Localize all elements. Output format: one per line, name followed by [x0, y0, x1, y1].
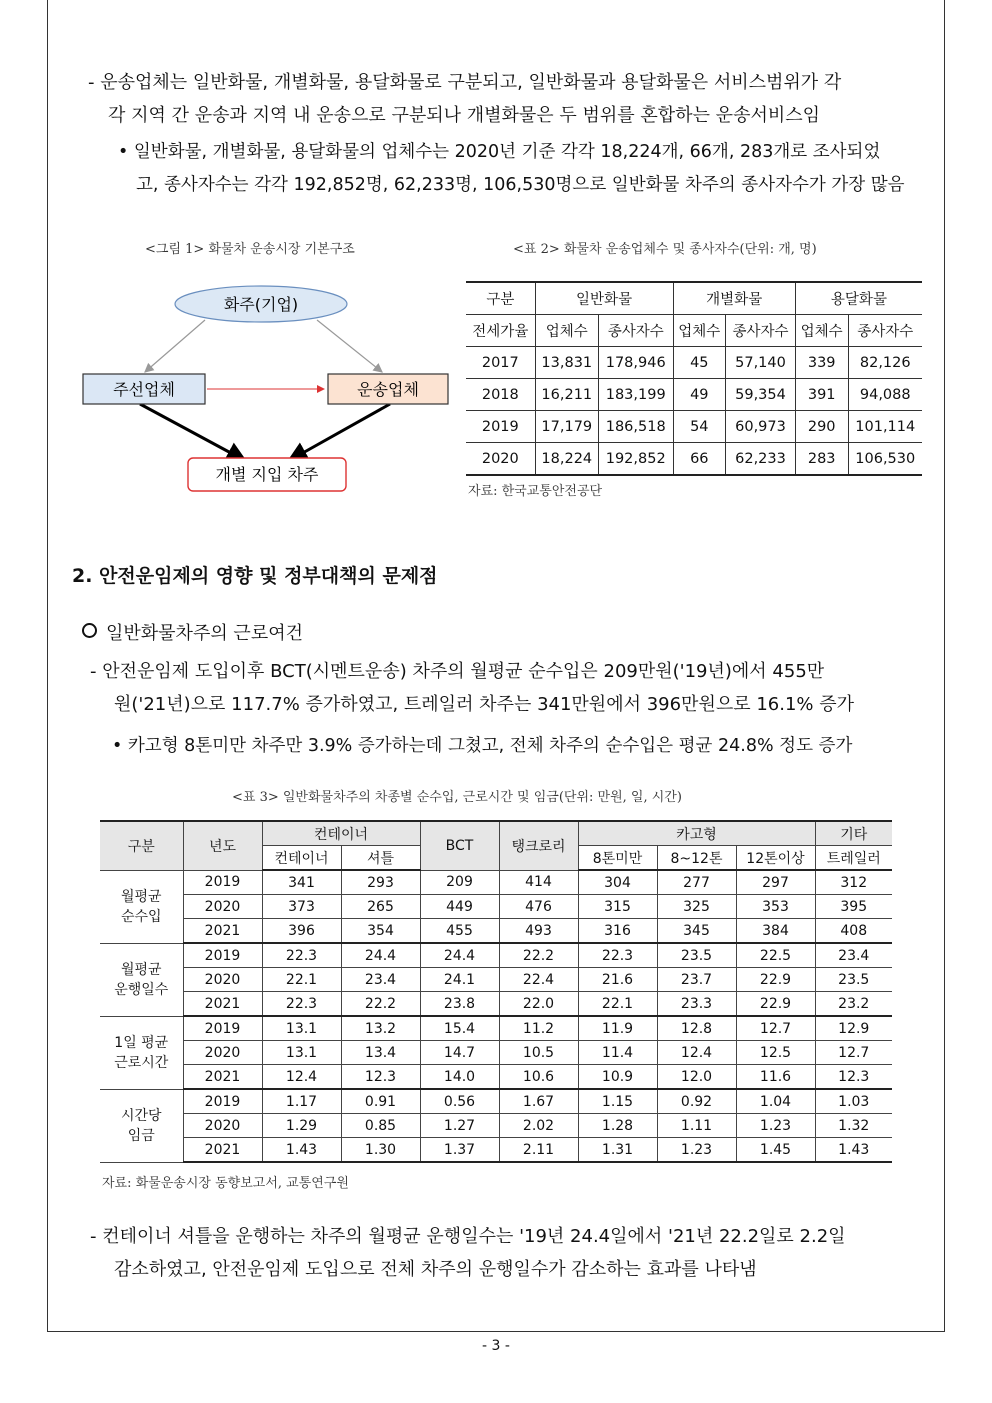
t3-cell: 12.0 — [657, 1065, 736, 1090]
t3-header-year: 년도 — [183, 821, 262, 870]
page-number: - 3 - — [482, 1338, 510, 1354]
t2-cell: 45 — [673, 347, 726, 379]
t3-header-gubun: 구분 — [100, 821, 183, 870]
intro-line-2: 각 지역 간 운송과 지역 내 운송으로 구분되나 개별화물은 두 범위를 혼합하는 운송서비스임 — [108, 105, 821, 126]
node-carrier-label: 운송업체 — [357, 380, 419, 399]
figure1-diagram — [80, 280, 460, 500]
table-row — [100, 1138, 892, 1163]
table3-source: 자료: 화물운송시장 동향보고서, 교통연구원 — [102, 1176, 349, 1191]
t3-cell: 12.4 — [657, 1041, 736, 1065]
t3-cell: 11.4 — [578, 1041, 657, 1065]
table-row — [100, 1114, 892, 1138]
subsection-heading — [82, 619, 303, 645]
t2-cell: 2018 — [466, 379, 535, 411]
node-owner-label: 개별 지입 차주 — [215, 465, 319, 484]
t2-cell: 283 — [795, 443, 848, 476]
t3-cell: 2021 — [183, 1138, 262, 1163]
table-row — [466, 443, 922, 476]
t2-subheader: 업체수 — [673, 315, 726, 347]
t2-header-group: 일반화물 — [535, 282, 673, 315]
t3-cell: 315 — [578, 895, 657, 919]
t2-header-group: 용달화물 — [795, 282, 922, 315]
t3-cell: 12.8 — [657, 1016, 736, 1041]
intro-bullet-line-2: 고, 종사자수는 각각 192,852명, 62,233명, 106,530명으로 일반화물 차주의 종사자수가 가장 많음 — [136, 175, 905, 195]
table-row — [100, 992, 892, 1017]
t3-cell: 2020 — [183, 968, 262, 992]
t3-cell: 21.6 — [578, 968, 657, 992]
t2-cell: 183,199 — [598, 379, 673, 411]
intro-line-1: - 운송업체는 일반화물, 개별화물, 용달화물로 구분되고, 일반화물과 용달화물은 서비스범위가 각 — [88, 72, 842, 93]
t3-cell: 1.43 — [262, 1138, 341, 1163]
t3-group-label — [100, 943, 183, 1016]
t3-cell: 11.9 — [578, 1016, 657, 1041]
t3-cell: 23.2 — [815, 992, 892, 1017]
t2-cell: 18,224 — [535, 443, 598, 476]
t3-cell: 316 — [578, 919, 657, 944]
t2-header-sub-label: 전세가율 — [466, 315, 535, 347]
t3-cell: 449 — [420, 895, 499, 919]
t3-group-label — [100, 1089, 183, 1162]
t3-cell: 1.17 — [262, 1089, 341, 1114]
t3-header-cargo: 카고형 — [578, 821, 815, 846]
hollow-circle-icon — [82, 623, 97, 638]
node-broker-label: 주선업체 — [113, 380, 175, 399]
t3-cell: 22.2 — [499, 943, 578, 968]
t2-cell: 54 — [673, 411, 726, 443]
table-row — [100, 895, 892, 919]
t2-cell: 16,211 — [535, 379, 598, 411]
t2-cell: 2019 — [466, 411, 535, 443]
t3-cell: 22.3 — [262, 943, 341, 968]
t2-cell: 62,233 — [726, 443, 796, 476]
t2-subheader: 업체수 — [795, 315, 848, 347]
table-row — [466, 411, 922, 443]
t3-cell: 325 — [657, 895, 736, 919]
t2-subheader: 종사자수 — [598, 315, 673, 347]
table-row — [100, 1065, 892, 1090]
t3-cell: 13.1 — [262, 1016, 341, 1041]
t3-cell: 12.4 — [262, 1065, 341, 1090]
t3-cell: 2019 — [183, 943, 262, 968]
t3-cell: 2020 — [183, 895, 262, 919]
arrow-shipper-broker — [145, 320, 205, 372]
t3-cell: 22.3 — [578, 943, 657, 968]
t3-subheader: 컨테이너 — [262, 846, 341, 871]
t3-cell: 1.27 — [420, 1114, 499, 1138]
t3-cell: 396 — [262, 919, 341, 944]
t3-cell: 312 — [815, 870, 892, 895]
t2-subheader: 종사자수 — [848, 315, 922, 347]
section2-paragraph — [90, 655, 925, 721]
t3-header-container: 컨테이너 — [262, 821, 420, 846]
t2-cell: 2017 — [466, 347, 535, 379]
table3-caption: <표 3> 일반화물차주의 차종별 순수입, 근로시간 및 임금(단위: 만원, 일, 시간) — [232, 790, 682, 805]
t3-cell: 341 — [262, 870, 341, 895]
intro-bullet — [118, 136, 928, 202]
t3-cell: 22.2 — [341, 992, 420, 1017]
table-row — [100, 919, 892, 944]
t3-cell: 23.7 — [657, 968, 736, 992]
t3-cell: 22.5 — [736, 943, 815, 968]
t3-cell: 1.11 — [657, 1114, 736, 1138]
t2-cell: 186,518 — [598, 411, 673, 443]
t3-cell: 395 — [815, 895, 892, 919]
table2-source: 자료: 한국교통안전공단 — [468, 484, 603, 499]
t2-cell: 82,126 — [848, 347, 922, 379]
t2-cell: 192,852 — [598, 443, 673, 476]
t3-cell: 23.4 — [341, 968, 420, 992]
t3-group-label-line: 1일 평균 — [114, 1034, 169, 1051]
t2-cell: 17,179 — [535, 411, 598, 443]
t3-header-bct: BCT — [420, 821, 499, 870]
t3-cell: 11.6 — [736, 1065, 815, 1090]
t3-cell: 2019 — [183, 870, 262, 895]
t3-cell: 493 — [499, 919, 578, 944]
t3-cell: 14.7 — [420, 1041, 499, 1065]
t3-cell: 22.9 — [736, 968, 815, 992]
arrow-shipper-carrier — [317, 320, 382, 372]
table-row — [100, 1016, 892, 1041]
t3-cell: 384 — [736, 919, 815, 944]
t3-cell: 13.1 — [262, 1041, 341, 1065]
t3-cell: 24.4 — [420, 943, 499, 968]
t3-subheader: 12톤이상 — [736, 846, 815, 871]
t3-group-label-line: 근로시간 — [114, 1054, 169, 1071]
closing-line-1: - 컨테이너 셔틀을 운행하는 차주의 월평균 운행일수는 '19년 24.4일에서 '21년 22.2일로 2.2일 — [90, 1226, 846, 1247]
table-row — [466, 379, 922, 411]
arrow-carrier-owner — [292, 404, 390, 459]
t3-cell: 2020 — [183, 1114, 262, 1138]
t3-cell: 414 — [499, 870, 578, 895]
t3-group-label-line: 월평균 — [120, 961, 162, 978]
t3-cell: 297 — [736, 870, 815, 895]
section2-line-2: 원('21년)으로 117.7% 증가하였고, 트레일러 차주는 341만원에서 396만원으로 16.1% 증가 — [114, 694, 855, 715]
t3-cell: 1.30 — [341, 1138, 420, 1163]
t3-cell: 22.9 — [736, 992, 815, 1017]
t3-cell: 2019 — [183, 1016, 262, 1041]
t3-cell: 22.0 — [499, 992, 578, 1017]
t3-cell: 1.29 — [262, 1114, 341, 1138]
t3-cell: 12.5 — [736, 1041, 815, 1065]
t3-cell: 277 — [657, 870, 736, 895]
t2-cell: 59,354 — [726, 379, 796, 411]
t3-cell: 353 — [736, 895, 815, 919]
table2-caption: <표 2> 화물차 운송업체수 및 종사자수(단위: 개, 명) — [513, 242, 817, 257]
t3-cell: 1.23 — [736, 1114, 815, 1138]
t3-cell: 14.0 — [420, 1065, 499, 1090]
t3-cell: 293 — [341, 870, 420, 895]
t3-cell: 23.5 — [815, 968, 892, 992]
t2-subheader: 종사자수 — [726, 315, 796, 347]
table3 — [100, 820, 892, 1163]
table-row — [100, 943, 892, 968]
figure1-caption: <그림 1> 화물차 운송시장 기본구조 — [145, 242, 355, 257]
t3-cell: 2020 — [183, 1041, 262, 1065]
t2-cell: 57,140 — [726, 347, 796, 379]
table-row — [100, 968, 892, 992]
t3-cell: 11.2 — [499, 1016, 578, 1041]
t3-cell: 1.32 — [815, 1114, 892, 1138]
intro-paragraph — [88, 66, 928, 132]
table-row — [100, 1089, 892, 1114]
t3-cell: 476 — [499, 895, 578, 919]
t3-cell: 455 — [420, 919, 499, 944]
node-shipper-label: 화주(기업) — [223, 295, 299, 314]
t3-cell: 12.3 — [341, 1065, 420, 1090]
t3-header-etc: 기타 — [815, 821, 892, 846]
t3-subheader: 8~12톤 — [657, 846, 736, 871]
t3-cell: 23.8 — [420, 992, 499, 1017]
table-row — [100, 870, 892, 895]
t3-subheader: 셔틀 — [341, 846, 420, 871]
t3-cell: 0.92 — [657, 1089, 736, 1114]
t3-cell: 0.91 — [341, 1089, 420, 1114]
t3-group-label — [100, 1016, 183, 1089]
t3-cell: 0.56 — [420, 1089, 499, 1114]
t3-group-label — [100, 870, 183, 943]
t3-cell: 22.1 — [262, 968, 341, 992]
t3-cell: 12.7 — [736, 1016, 815, 1041]
t2-cell: 339 — [795, 347, 848, 379]
t3-cell: 209 — [420, 870, 499, 895]
t2-cell: 106,530 — [848, 443, 922, 476]
t2-header-gubun: 구분 — [466, 282, 535, 315]
subsection-title: 일반화물차주의 근로여건 — [106, 623, 303, 644]
t3-cell: 304 — [578, 870, 657, 895]
t3-cell: 15.4 — [420, 1016, 499, 1041]
t2-cell: 101,114 — [848, 411, 922, 443]
t3-cell: 22.4 — [499, 968, 578, 992]
table-row — [466, 347, 922, 379]
t3-header-tank: 탱크로리 — [499, 821, 578, 870]
t2-cell: 13,831 — [535, 347, 598, 379]
t3-cell: 22.1 — [578, 992, 657, 1017]
t3-cell: 2019 — [183, 1089, 262, 1114]
t2-cell: 49 — [673, 379, 726, 411]
t3-cell: 408 — [815, 919, 892, 944]
t3-cell: 2021 — [183, 992, 262, 1017]
t3-cell: 10.6 — [499, 1065, 578, 1090]
t3-cell: 12.7 — [815, 1041, 892, 1065]
t3-cell: 24.4 — [341, 943, 420, 968]
t3-cell: 22.3 — [262, 992, 341, 1017]
t3-cell: 10.9 — [578, 1065, 657, 1090]
intro-bullet-line-1: • 일반화물, 개별화물, 용달화물의 업체수는 2020년 기준 각각 18,224개, 66개, 283개로 조사되었 — [118, 142, 881, 162]
t3-cell: 13.4 — [341, 1041, 420, 1065]
t3-cell: 1.28 — [578, 1114, 657, 1138]
t3-group-label-line: 운행일수 — [114, 981, 169, 998]
t3-cell: 265 — [341, 895, 420, 919]
t2-header-group: 개별화물 — [673, 282, 795, 315]
table2 — [466, 281, 922, 476]
t3-cell: 24.1 — [420, 968, 499, 992]
section2-line-1: - 안전운임제 도입이후 BCT(시멘트운송) 차주의 월평균 순수입은 209만원('19년)에서 455만 — [90, 661, 825, 682]
section2-bullet: • 카고형 8톤미만 차주만 3.9% 증가하는데 그쳤고, 전체 차주의 순수입은 평균 24.8% 정도 증가 — [112, 736, 853, 756]
t3-cell: 12.3 — [815, 1065, 892, 1090]
t3-cell: 1.04 — [736, 1089, 815, 1114]
t2-cell: 290 — [795, 411, 848, 443]
t3-cell: 23.5 — [657, 943, 736, 968]
t3-cell: 23.4 — [815, 943, 892, 968]
closing-paragraph — [90, 1220, 925, 1286]
t3-cell: 1.67 — [499, 1089, 578, 1114]
t3-cell: 2021 — [183, 919, 262, 944]
t3-cell: 1.43 — [815, 1138, 892, 1163]
t3-cell: 12.9 — [815, 1016, 892, 1041]
t3-cell: 1.37 — [420, 1138, 499, 1163]
t3-group-label-line: 임금 — [127, 1127, 155, 1144]
table-row — [100, 1041, 892, 1065]
t3-cell: 345 — [657, 919, 736, 944]
t3-cell: 0.85 — [341, 1114, 420, 1138]
t3-group-label-line: 시간당 — [120, 1107, 162, 1124]
t3-group-label-line: 월평균 — [120, 888, 162, 905]
t3-group-label-line: 순수입 — [120, 908, 162, 925]
arrow-broker-owner — [140, 404, 242, 459]
t3-subheader: 트레일러 — [815, 846, 892, 871]
closing-line-2: 감소하였고, 안전운임제 도입으로 전체 차주의 운행일수가 감소하는 효과를 나타냄 — [114, 1259, 757, 1280]
t3-cell: 2.02 — [499, 1114, 578, 1138]
t3-cell: 1.45 — [736, 1138, 815, 1163]
t3-cell: 373 — [262, 895, 341, 919]
t2-cell: 2020 — [466, 443, 535, 476]
t2-cell: 60,973 — [726, 411, 796, 443]
t3-subheader: 8톤미만 — [578, 846, 657, 871]
section-title: 2. 안전운임제의 영향 및 정부대책의 문제점 — [72, 565, 438, 587]
t3-cell: 1.31 — [578, 1138, 657, 1163]
t2-subheader: 업체수 — [535, 315, 598, 347]
t3-cell: 354 — [341, 919, 420, 944]
t2-cell: 66 — [673, 443, 726, 476]
t2-cell: 391 — [795, 379, 848, 411]
t3-cell: 2.11 — [499, 1138, 578, 1163]
t3-cell: 1.03 — [815, 1089, 892, 1114]
t2-cell: 94,088 — [848, 379, 922, 411]
t3-cell: 1.15 — [578, 1089, 657, 1114]
t3-cell: 2021 — [183, 1065, 262, 1090]
t3-cell: 13.2 — [341, 1016, 420, 1041]
t3-cell: 10.5 — [499, 1041, 578, 1065]
t2-cell: 178,946 — [598, 347, 673, 379]
t3-cell: 23.3 — [657, 992, 736, 1017]
t3-cell: 1.23 — [657, 1138, 736, 1163]
